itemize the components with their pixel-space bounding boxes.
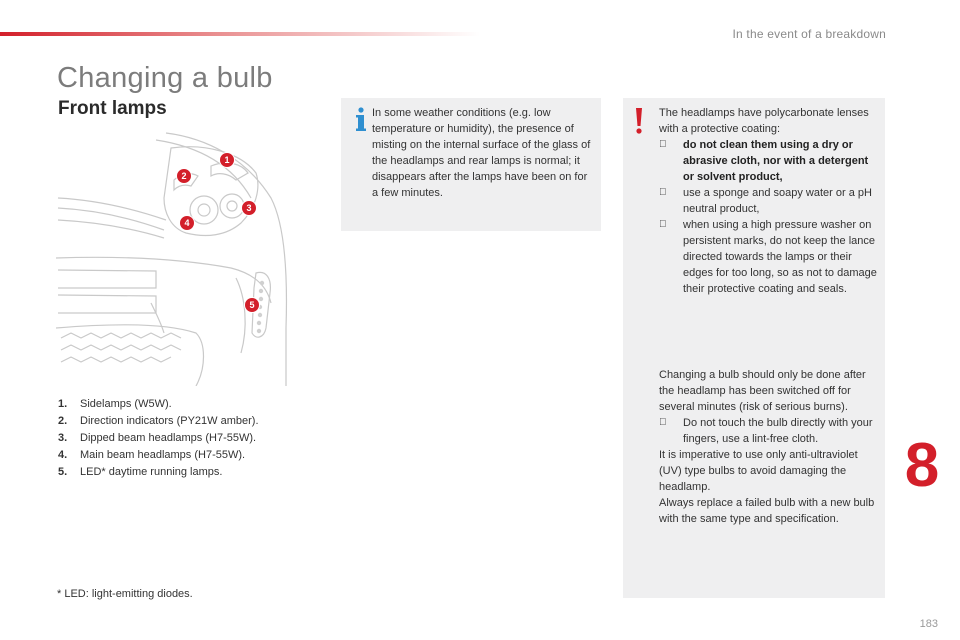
svg-text:5: 5 xyxy=(249,300,255,310)
legend-text: Sidelamps (W5W). xyxy=(80,398,172,410)
warning-exclamation-icon xyxy=(633,108,645,134)
bullet-icon xyxy=(659,415,683,447)
warning-text-coating xyxy=(659,105,881,297)
legend-text: LED* daytime running lamps. xyxy=(80,466,223,478)
page-subtitle: Front lamps xyxy=(58,98,167,119)
svg-text:3: 3 xyxy=(246,203,252,213)
bulb-legend xyxy=(58,396,259,481)
legend-item xyxy=(58,447,259,464)
legend-item xyxy=(58,396,259,413)
warning-box xyxy=(623,98,885,598)
svg-text:8: 8 xyxy=(904,432,940,496)
warning-bullet xyxy=(659,185,881,217)
warning-bullet-text: Do not touch the bulb directly with your fingers, use a lint-free cloth. xyxy=(683,417,873,445)
legend-number: 5. xyxy=(58,466,68,478)
info-box xyxy=(341,98,601,231)
warning-paragraph: Changing a bulb should only be done after the headlamp has been switched off for several minutes (risk of serious burns). xyxy=(659,369,866,413)
warning-bullet-text: do not clean them using a dry or abrasive cloth, nor with a detergent or solvent product, xyxy=(683,139,869,183)
warning-bullet-text: when using a high pressure washer on persistent marks, do not keep the lance directed towards the lamps or their edges for too long, so as not to damage their protective coating and seals. xyxy=(683,219,877,295)
svg-text:1: 1 xyxy=(224,155,230,165)
callout-1 xyxy=(220,153,235,168)
warning-intro: The headlamps have polycarbonate lenses with a protective coating: xyxy=(659,107,869,135)
page-title: Changing a bulb xyxy=(57,62,273,94)
warning-paragraph: It is imperative to use only anti-ultraviolet (UV) type bulbs to avoid damaging the headlamp. xyxy=(659,449,858,493)
warning-bullet xyxy=(659,415,881,447)
svg-text:2: 2 xyxy=(181,171,187,181)
footnote: * LED: light-emitting diodes. xyxy=(57,588,193,600)
legend-item xyxy=(58,413,259,430)
info-icon xyxy=(353,106,369,132)
bullet-icon xyxy=(659,217,683,297)
warning-bullet-text: use a sponge and soapy water or a pH neutral product, xyxy=(683,187,872,215)
callout-3 xyxy=(242,201,257,216)
legend-number: 3. xyxy=(58,432,68,444)
legend-number: 2. xyxy=(58,415,68,427)
warning-bullet xyxy=(659,137,881,185)
legend-item xyxy=(58,430,259,447)
callout-2 xyxy=(177,169,192,184)
front-lamps-illustration xyxy=(56,128,288,386)
header-accent-bar xyxy=(0,32,480,36)
info-text: In some weather conditions (e.g. low temperature or humidity), the presence of misting on the internal surface of the glass of the headlamps and rear lamps is normal; it disappears after the lamps have been on for a few minutes. xyxy=(372,107,591,199)
callout-5 xyxy=(245,298,260,313)
warning-bullet xyxy=(659,217,881,297)
warning-paragraph: Always replace a failed bulb with a new bulb with the same type and specification. xyxy=(659,497,875,525)
warning-text-bulb-change xyxy=(659,367,881,527)
page-number: 183 xyxy=(919,618,938,630)
bullet-icon xyxy=(659,185,683,217)
legend-text: Direction indicators (PY21W amber). xyxy=(80,415,259,427)
chapter-number-badge xyxy=(898,432,946,496)
legend-number: 1. xyxy=(58,398,68,410)
callout-4 xyxy=(180,216,195,231)
legend-text: Main beam headlamps (H7-55W). xyxy=(80,449,246,461)
bullet-icon xyxy=(659,137,683,185)
legend-number: 4. xyxy=(58,449,68,461)
section-header: In the event of a breakdown xyxy=(732,27,886,41)
legend-text: Dipped beam headlamps (H7-55W). xyxy=(80,432,257,444)
svg-text:4: 4 xyxy=(184,218,190,228)
legend-item xyxy=(58,464,259,481)
